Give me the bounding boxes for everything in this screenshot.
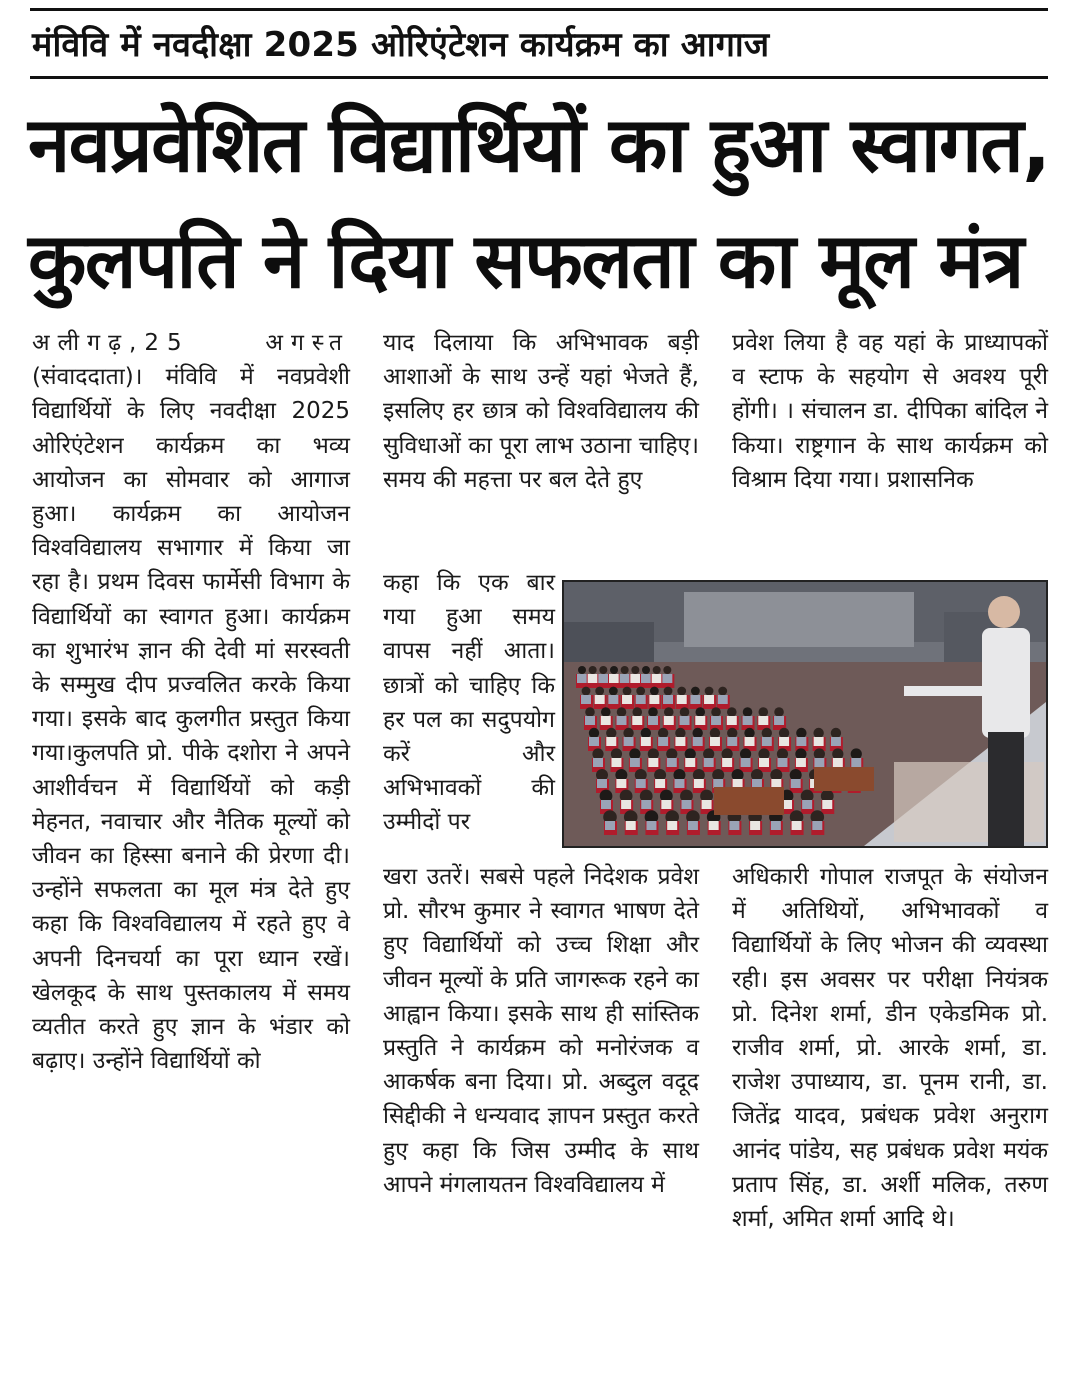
audience-head — [610, 666, 618, 674]
audience-body — [743, 716, 753, 725]
audience-body — [750, 821, 760, 830]
headline-line-2: कुलपति ने दिया सफलता का मूल मंत्र — [28, 216, 1023, 305]
audience-head — [595, 687, 604, 696]
audience-body — [585, 716, 595, 725]
audience-body — [632, 716, 642, 725]
audience-head — [621, 666, 629, 674]
audience-body — [588, 674, 598, 683]
audience-body — [688, 821, 698, 830]
audience-head — [578, 666, 586, 674]
audience-body — [802, 800, 812, 809]
audience-head — [629, 748, 640, 759]
audience-body — [759, 758, 769, 767]
audience-head — [601, 707, 611, 717]
audience-head — [664, 687, 673, 696]
audience-body — [624, 737, 634, 746]
audience-body — [601, 800, 611, 809]
audience-head — [777, 748, 788, 759]
audience-body — [577, 674, 587, 683]
audience-body — [648, 758, 658, 767]
kicker-headline: मंविवि में नवदीक्षा 2025 ओरिएंटेशन कार्यक्रम का आगाज — [32, 25, 770, 65]
audience-body — [680, 716, 690, 725]
audience-body — [621, 800, 631, 809]
audience-head — [779, 728, 789, 738]
audience-body — [722, 758, 732, 767]
col3-bottom-body: अधिकारी गोपाल राजपूत के संयोजन में अतिथियों, अभिभावकों व विद्यार्थियों के लिए भोजन की व्यवस्था रही। इस अवसर पर परीक्षा नियंत्रक प्रो. दिनेश शर्मा, डीन एकेडमिक प्रो. राजीव शर्मा, प्रो. आरके शर्मा, डा. राजेश उपाध्याय, डा. पूनम रानी, डा. जितेंद्र यादव, प्रबंधक प्रवेश अनुराग आनंद पांडेय, सह प्रबंधक प्रवेश मयंक प्रताप सिंह, डा. अर्शी मलिक, तरुण शर्मा, अमित शर्मा आदि थे। — [732, 864, 1048, 1233]
audience-head — [648, 707, 658, 717]
audience-head — [623, 687, 632, 696]
audience-body — [762, 737, 772, 746]
audience-body — [667, 758, 677, 767]
audience-body — [663, 695, 673, 704]
audience-head — [832, 748, 843, 759]
audience-head — [705, 687, 714, 696]
audience-body — [822, 800, 832, 809]
audience-body — [601, 716, 611, 725]
audience-body — [814, 737, 824, 746]
audience-body — [792, 821, 802, 830]
audience-body — [727, 737, 737, 746]
audience-body — [581, 695, 591, 704]
audience-body — [695, 716, 705, 725]
article-column-2-top — [383, 326, 699, 566]
audience-body — [641, 737, 651, 746]
audience-body — [771, 779, 781, 788]
audience-head — [677, 687, 686, 696]
audience-body — [649, 695, 659, 704]
audience-body — [733, 779, 743, 788]
audience-body — [718, 695, 728, 704]
audience-head — [703, 748, 714, 759]
audience-head — [648, 748, 659, 759]
audience-head — [762, 728, 772, 738]
audience-head — [692, 728, 702, 738]
audience-body — [655, 779, 665, 788]
audience-body — [620, 674, 630, 683]
audience-head — [722, 748, 733, 759]
audience-head — [774, 707, 784, 717]
audience-body — [796, 737, 806, 746]
audience-head — [831, 728, 841, 738]
audience-body — [622, 695, 632, 704]
col1-body: (संवाददाता)। मंविवि में नवप्रवेशी विद्यार्थियों के लिए नवदीक्षा 2025 ओरिएंटेशन कार्यक्रम का भव्य आयोजन का सोमवार को आगाज हुआ। कार्यक्रम का आयोजन विश्वविद्यालय सभागार में किया जा रहा है। प्रथम दिवस फार्मेसी विभाग के विद्यार्थियों का स्वागत हुआ। कार्यक्रम का शुभारंभ ज्ञान की देवी मां सरस्वती के सम्मुख दीप प्रज्वलित करके किया गया। इसके बाद कुलगीत प्रस्तुत किया गया।कुलपति प्रो. पीके दशोरा ने अपने आशीर्वचन में विद्यार्थियों को कड़ी मेहनत, नवाचार और नैतिक मूल्यों को जीवन का हिस्सा बनाने की प्रेरणा दी। उन्होंने सफलता का मूल मंत्र देते हुए कहा कि विश्वविद्यालय में रहते हुए वे अपनी दिनचर्या का पूरा ध्यान रखें। खेलकूद के साथ पुस्तकालय में समय व्यतीत करते हुए ज्ञान के भंडार को बढ़ाए। उन्होंने विद्यार्थियों को — [32, 364, 350, 1075]
audience-body — [752, 779, 762, 788]
audience-body — [796, 758, 806, 767]
audience-head — [642, 666, 650, 674]
audience-head — [636, 687, 645, 696]
audience-body — [589, 737, 599, 746]
audience-body — [777, 758, 787, 767]
audience-head — [743, 707, 753, 717]
audience-body — [636, 779, 646, 788]
audience-body — [630, 674, 640, 683]
audience-body — [704, 695, 714, 704]
audience-head — [632, 707, 642, 717]
audience-body — [812, 821, 822, 830]
audience-body — [661, 800, 671, 809]
col3-top-body: प्रवेश लिया है वह यहां के प्राध्यापकों व स्टाफ के सहयोग से अवश्य पूरी होंगी। । संचालन डा. दीपिका बांदिल ने किया। राष्ट्रगान के साथ कार्यक्रम को विश्राम दिया गया। प्रशासनिक — [732, 330, 1048, 493]
audience-head — [658, 728, 668, 738]
audience-head — [589, 728, 599, 738]
audience-body — [652, 674, 662, 683]
audience-head — [710, 728, 720, 738]
audience-head — [851, 748, 862, 759]
audience-body — [617, 716, 627, 725]
audience-body — [630, 758, 640, 767]
audience-body — [729, 821, 739, 830]
audience-head — [727, 728, 737, 738]
audience-head — [641, 728, 651, 738]
audience-body — [595, 695, 605, 704]
audience-body — [667, 821, 677, 830]
audience-head — [606, 728, 616, 738]
audience-body — [791, 779, 801, 788]
audience-body — [658, 737, 668, 746]
audience-body — [664, 716, 674, 725]
audience-body — [727, 716, 737, 725]
audience-body — [598, 674, 608, 683]
top-rule — [30, 8, 1048, 11]
audience-head — [711, 707, 721, 717]
audience-head — [675, 728, 685, 738]
headline-rule — [30, 76, 1048, 79]
audience-head — [663, 666, 671, 674]
audience-head — [758, 707, 768, 717]
audience-body — [693, 737, 703, 746]
audience-body — [779, 737, 789, 746]
audience-head — [685, 748, 696, 759]
audience-body — [704, 758, 714, 767]
audience-body — [702, 800, 712, 809]
audience-head — [691, 687, 700, 696]
audience-head — [611, 748, 622, 759]
audience-head — [744, 728, 754, 738]
audience-head — [795, 748, 806, 759]
audience-body — [690, 695, 700, 704]
audience-head — [582, 687, 591, 696]
audience-head — [592, 748, 603, 759]
audience-head — [609, 687, 618, 696]
audience-body — [641, 800, 651, 809]
audience-body — [831, 737, 841, 746]
article-column-2-wrap — [383, 566, 555, 858]
audience-body — [636, 695, 646, 704]
audience-head — [814, 748, 825, 759]
audience-body — [681, 800, 691, 809]
audience-head — [650, 687, 659, 696]
audience-head — [664, 707, 674, 717]
audience-head — [623, 728, 633, 738]
audience-head — [727, 707, 737, 717]
audience-body — [771, 821, 781, 830]
dateline: अलीगढ़,25 अगस्त — [32, 330, 350, 356]
audience-body — [616, 779, 626, 788]
news-photo-auditorium — [562, 580, 1048, 848]
audience-body — [597, 779, 607, 788]
audience-body — [677, 695, 687, 704]
audience-body — [608, 695, 618, 704]
audience-head — [758, 748, 769, 759]
audience-head — [718, 687, 727, 696]
audience-head — [695, 707, 705, 717]
article-column-1 — [32, 326, 350, 1356]
audience-body — [774, 716, 784, 725]
headline-line-1: नवप्रवेशित विद्यार्थियों का हुआ स्वागत, — [28, 100, 1050, 189]
audience-head — [617, 707, 627, 717]
audience-body — [833, 758, 843, 767]
article-column-2-bottom — [383, 860, 699, 1356]
audience-body — [711, 716, 721, 725]
audience-body — [593, 758, 603, 767]
article-column-3-top — [732, 326, 1048, 566]
auditorium-photo-illustration — [564, 582, 1046, 846]
audience-head — [796, 728, 806, 738]
audience-head — [653, 666, 661, 674]
audience-head — [813, 728, 823, 738]
audience-body — [626, 821, 636, 830]
audience-body — [605, 821, 615, 830]
audience-body — [675, 737, 685, 746]
audience-body — [745, 737, 755, 746]
audience-body — [851, 758, 861, 767]
audience-body — [758, 716, 768, 725]
audience-body — [709, 821, 719, 830]
audience-head — [585, 707, 595, 717]
audience-body — [674, 779, 684, 788]
audience-body — [648, 716, 658, 725]
audience-body — [606, 737, 616, 746]
audience-body — [685, 758, 695, 767]
audience-body — [611, 758, 621, 767]
audience-body — [710, 737, 720, 746]
audience-body — [694, 779, 704, 788]
col2-bottom-body: खरा उतरें। सबसे पहले निदेशक प्रवेश प्रो. सौरभ कुमार ने स्वागत भाषण देते हुए विद्यार्थियों को उच्च शिक्षा और जीवन मूल्यों के प्रति जागरूक रहने का आह्वान किया। इसके साथ ही सांस्तिक प्रस्तुति ने कार्यक्रम को मनोरंजक व आकर्षक बना दिया। प्रो. अब्दुल वदूद सिद्दीकी ने धन्यवाद ज्ञापन प्रस्तुत करते हुए कहा कि जिस उम्मीद के साथ आपने मंगलायतन विश्वविद्यालय में — [383, 864, 699, 1198]
audience-head — [740, 748, 751, 759]
audience-body — [741, 758, 751, 767]
article-column-3-bottom — [732, 860, 1048, 1356]
audience-body — [713, 779, 723, 788]
audience-body — [814, 758, 824, 767]
audience-body — [662, 674, 672, 683]
col2-wrap-body: कहा कि एक बार गया हुआ समय वापस नहीं आता। छात्रों को चाहिए कि हर पल का सदुपयोग करें और अभिभावकों की उम्मीदों पर — [383, 570, 555, 836]
audience-head — [631, 666, 639, 674]
audience-head — [589, 666, 597, 674]
audience-head — [666, 748, 677, 759]
audience-body — [641, 674, 651, 683]
col2-top-body: याद दिलाया कि अभिभावक बड़ी आशाओं के साथ उन्हें यहां भेजते हैं, इसलिए हर छात्र को विश्वविद्यालय की सुविधाओं का पूरा लाभ उठाना चाहिए। समय की महत्ता पर बल देते हुए — [383, 330, 699, 493]
audience-body — [609, 674, 619, 683]
audience-head — [680, 707, 690, 717]
audience-body — [646, 821, 656, 830]
audience-head — [599, 666, 607, 674]
